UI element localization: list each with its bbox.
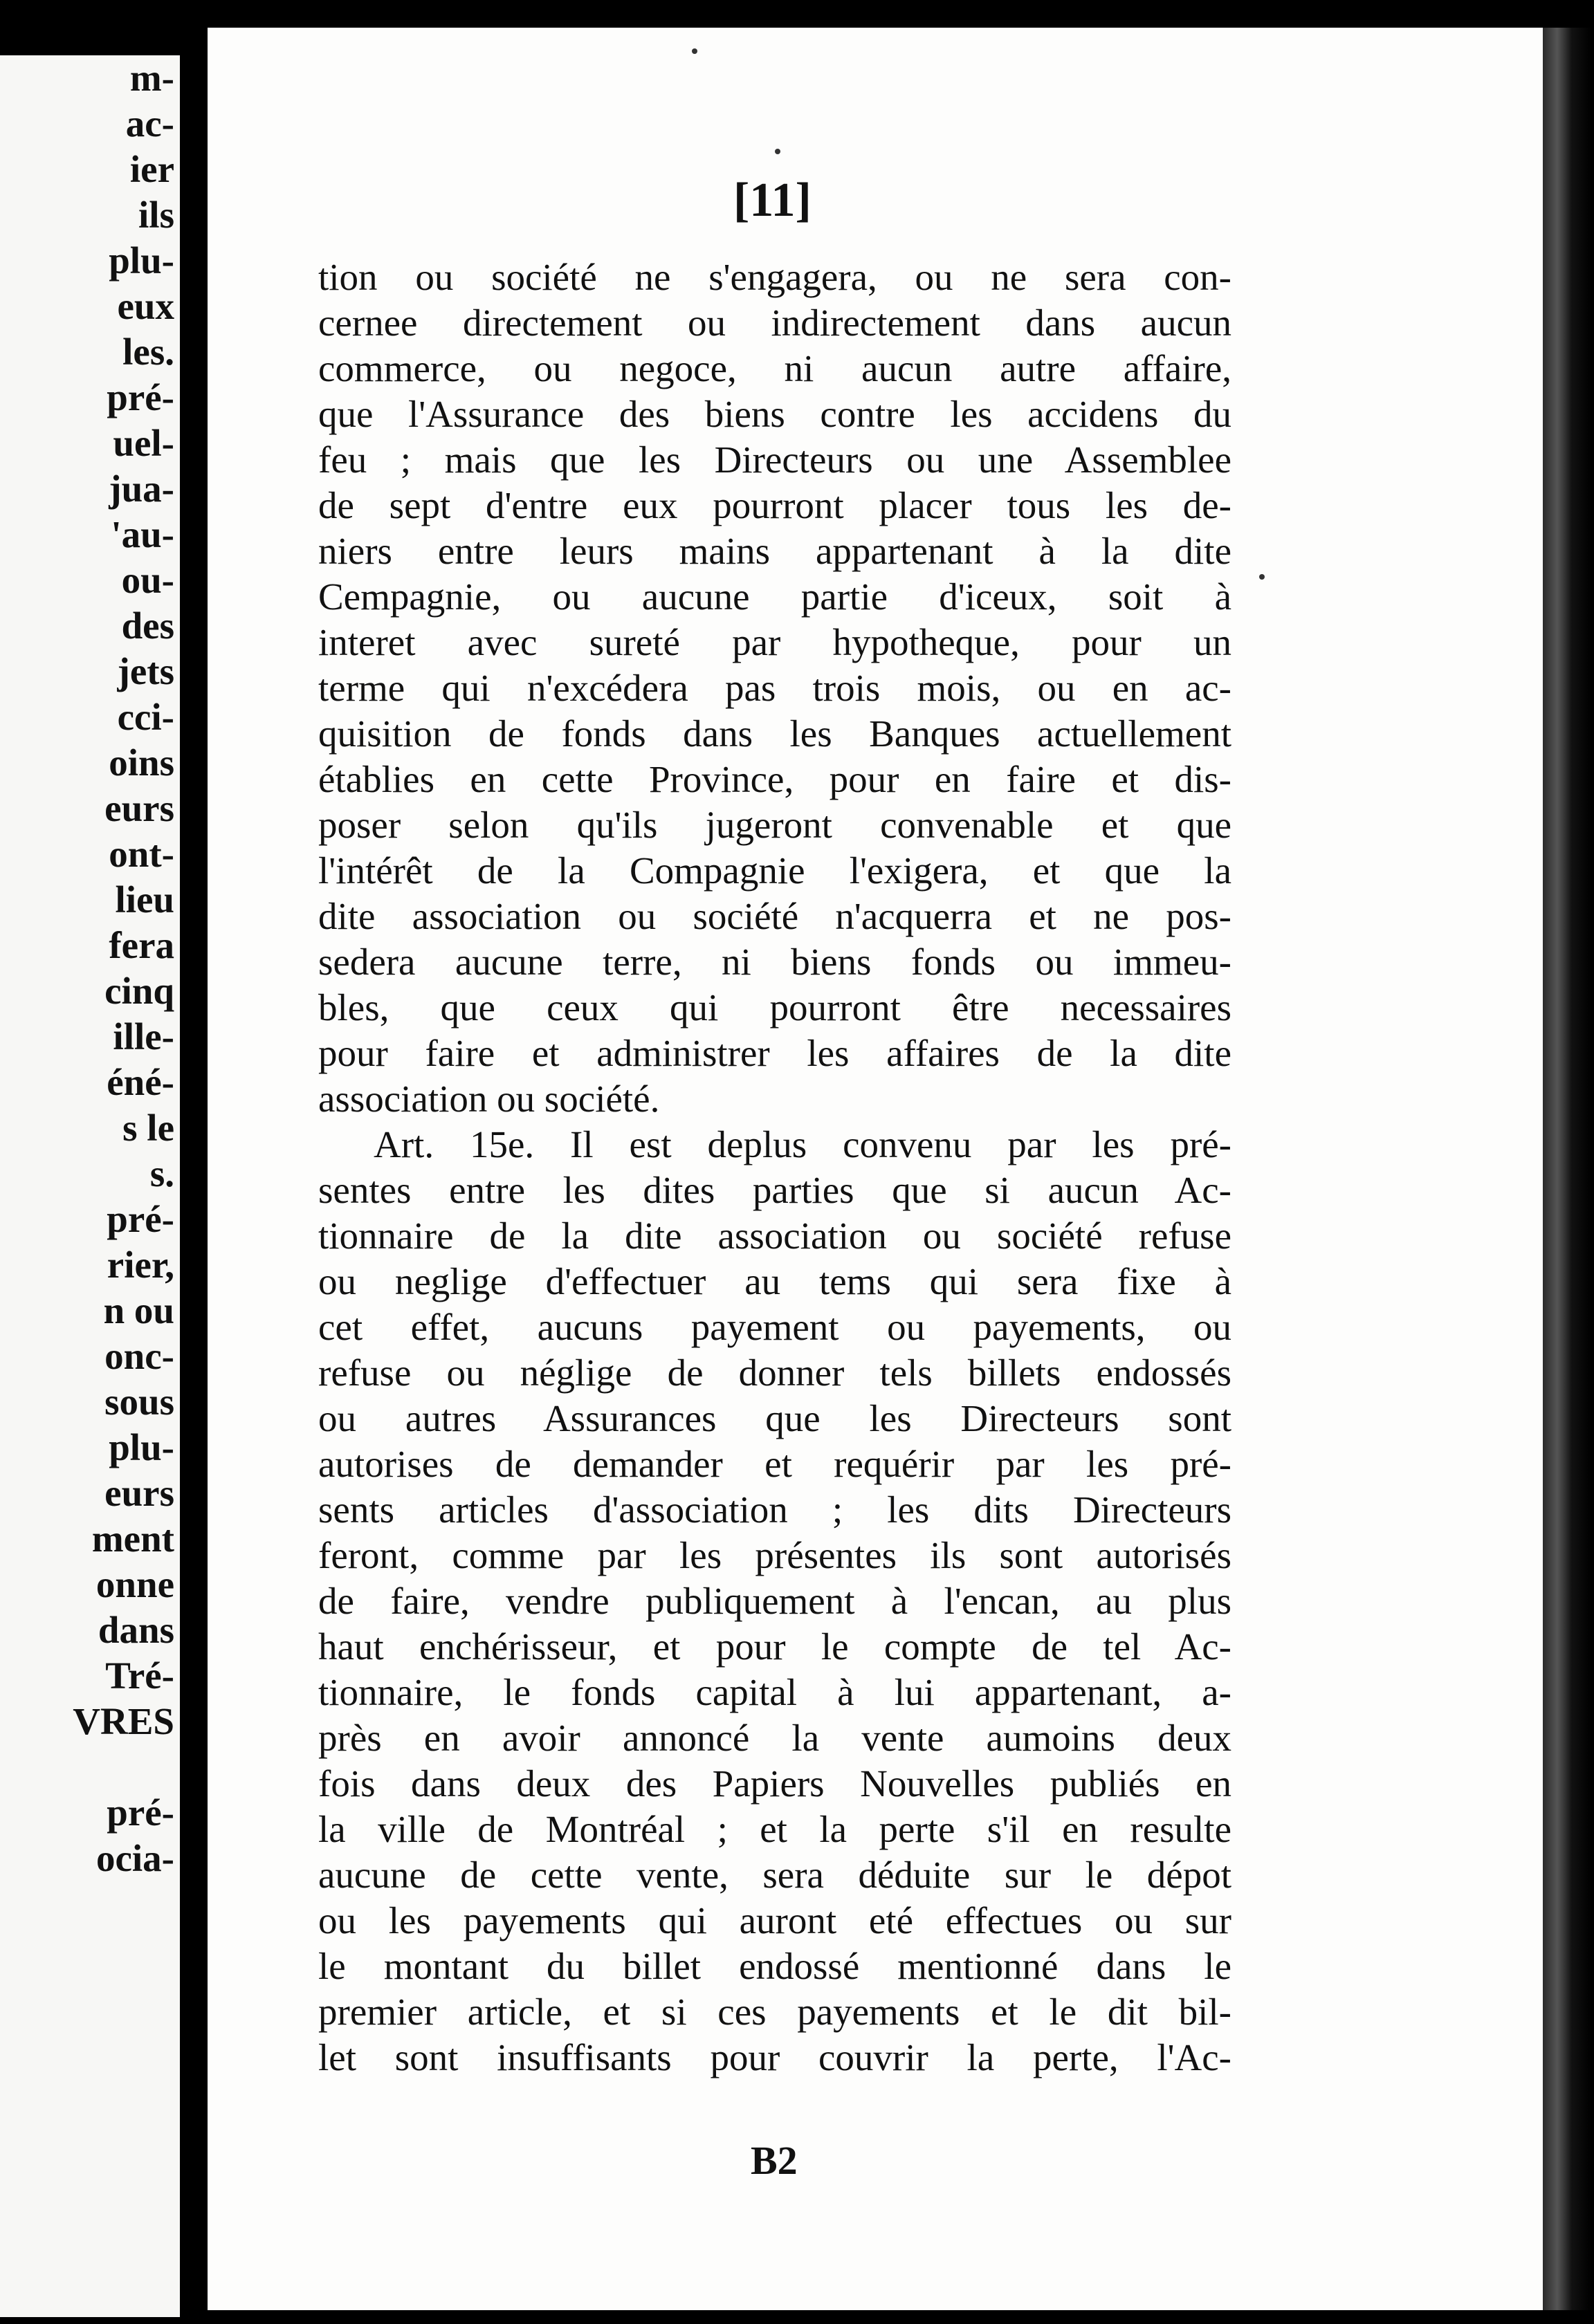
article-heading-line: Art. 15e. Il est deplus convenu par les pré- [374, 1123, 1231, 1165]
text-line: haut enchérisseur, et pour le compte de tel Ac- [318, 1625, 1231, 1668]
text-line: refuse ou néglige de donner tels billets endossés [318, 1352, 1231, 1394]
text-line: let sont insuffisants pour couvrir la perte, l'Ac- [318, 2036, 1231, 2078]
margin-line: onc- [104, 1335, 174, 1377]
text-line: dite association ou société n'acquerra et ne pos- [318, 895, 1231, 937]
text-line: commerce, ou negoce, ni aucun autre affaire, [318, 347, 1231, 389]
margin-line: sous [104, 1381, 174, 1423]
margin-line: cci- [117, 696, 174, 738]
text-line: de faire, vendre publiquement à l'encan, au plus [318, 1580, 1231, 1622]
margin-line: lieu [115, 878, 174, 921]
margin-line: 'au- [111, 513, 174, 555]
text-line: interet avec sureté par hypotheque, pour un [318, 621, 1231, 663]
margin-line: des [121, 605, 174, 647]
text-line: autorises de demander et requérir par les pré- [318, 1443, 1231, 1485]
margin-line: ac- [125, 102, 174, 145]
text-line: ou les payements qui auront eté effectues ou sur [318, 1899, 1231, 1942]
margin-line: uel- [113, 422, 174, 464]
text-line: poser selon qu'ils jugeront convenable et que [318, 804, 1231, 846]
text-line: sentes entre les dites parties que si aucun Ac- [318, 1169, 1231, 1211]
margin-line: ocia- [95, 1837, 174, 1879]
text-line: terme qui n'excédera pas trois mois, ou en ac- [318, 667, 1231, 709]
text-line: niers entre leurs mains appartenant à la dite [318, 530, 1231, 572]
text-line: l'intérêt de la Compagnie l'exigera, et que la [318, 849, 1231, 892]
text-line: premier article, et si ces payements et le dit bil- [318, 1991, 1231, 2033]
text-line: ou neglige d'effectuer au tems qui sera fixe à [318, 1260, 1231, 1302]
text-line: bles, que ceux qui pourront être necessaires [318, 986, 1231, 1029]
text-line: sents articles d'association ; les dits Directeurs [318, 1488, 1231, 1531]
margin-line: rier, [107, 1244, 174, 1286]
ink-speck [775, 149, 780, 154]
margin-line: éné- [107, 1061, 174, 1103]
margin-line: oins [109, 741, 174, 784]
margin-line: ment [91, 1518, 174, 1560]
text-line: Cempagnie, ou aucune partie d'iceux, soit à [318, 575, 1231, 618]
margin-line: pré- [107, 1198, 174, 1240]
previous-page-margin [0, 55, 180, 2317]
margin-line: les. [122, 331, 174, 373]
margin-line: pré- [107, 376, 174, 418]
text-line: de sept d'entre eux pourront placer tous les de- [318, 484, 1231, 526]
text-line: association ou société. [318, 1078, 660, 1120]
text-line: cet effet, aucuns payement ou payements, ou [318, 1306, 1231, 1348]
margin-line: jua- [109, 468, 174, 510]
margin-line: jets [117, 650, 174, 692]
text-line: cernee directement ou indirectement dans aucun [318, 302, 1231, 344]
text-line: quisition de fonds dans les Banques actuellement [318, 712, 1231, 755]
margin-line: eux [117, 285, 174, 327]
margin-line: fera [109, 924, 174, 966]
text-line: tionnaire de la dite association ou société refuse [318, 1215, 1231, 1257]
margin-line: n ou [103, 1289, 174, 1331]
signature-mark: B2 [751, 2138, 798, 2183]
margin-line: plu- [109, 1426, 174, 1468]
margin-line: plu- [109, 239, 174, 282]
margin-line: Tré- [105, 1654, 174, 1697]
text-line: tion ou société ne s'engagera, ou ne sera con- [318, 256, 1231, 298]
margin-line: onne [95, 1563, 174, 1605]
text-line: établies en cette Province, pour en faire et dis- [318, 758, 1231, 800]
text-line: près en avoir annoncé la vente aumoins deux [318, 1717, 1231, 1759]
margin-line: ier [129, 148, 174, 190]
text-line: la ville de Montréal ; et la perte s'il en resulte [318, 1808, 1231, 1850]
ink-speck [1259, 574, 1265, 580]
text-line: fois dans deux des Papiers Nouvelles publiés en [318, 1762, 1231, 1805]
text-line: ou autres Assurances que les Directeurs sont [318, 1397, 1231, 1439]
text-line: le montant du billet endossé mentionné dans le [318, 1945, 1231, 1987]
margin-line: pré- [107, 1791, 174, 1834]
text-line: que l'Assurance des biens contre les accidens du [318, 393, 1231, 435]
margin-line: s. [149, 1152, 174, 1195]
margin-line: cinq [104, 970, 174, 1012]
margin-line: dans [98, 1609, 174, 1651]
page-number: [11] [733, 174, 812, 227]
margin-line: s le [122, 1107, 174, 1149]
margin-line: ils [138, 194, 174, 236]
text-line: tionnaire, le fonds capital à lui appartenant, a- [318, 1671, 1231, 1713]
margin-line: m- [129, 57, 174, 99]
margin-line: eurs [104, 1472, 174, 1514]
margin-line: VRES [73, 1700, 174, 1742]
ink-speck [692, 48, 697, 54]
margin-line: eurs [104, 787, 174, 829]
text-line: feu ; mais que les Directeurs ou une Assemblee [318, 439, 1231, 481]
margin-line: ille- [113, 1015, 174, 1058]
text-line: sedera aucune terre, ni biens fonds ou immeu- [318, 941, 1231, 983]
text-line: aucune de cette vente, sera déduite sur le dépot [318, 1854, 1231, 1896]
margin-line: ou- [121, 559, 174, 601]
text-line: feront, comme par les présentes ils sont autorisés [318, 1534, 1231, 1576]
page-edge-shadow [1543, 28, 1591, 2310]
margin-line: ont- [109, 833, 174, 875]
text-line: pour faire et administrer les affaires de la dite [318, 1032, 1231, 1074]
